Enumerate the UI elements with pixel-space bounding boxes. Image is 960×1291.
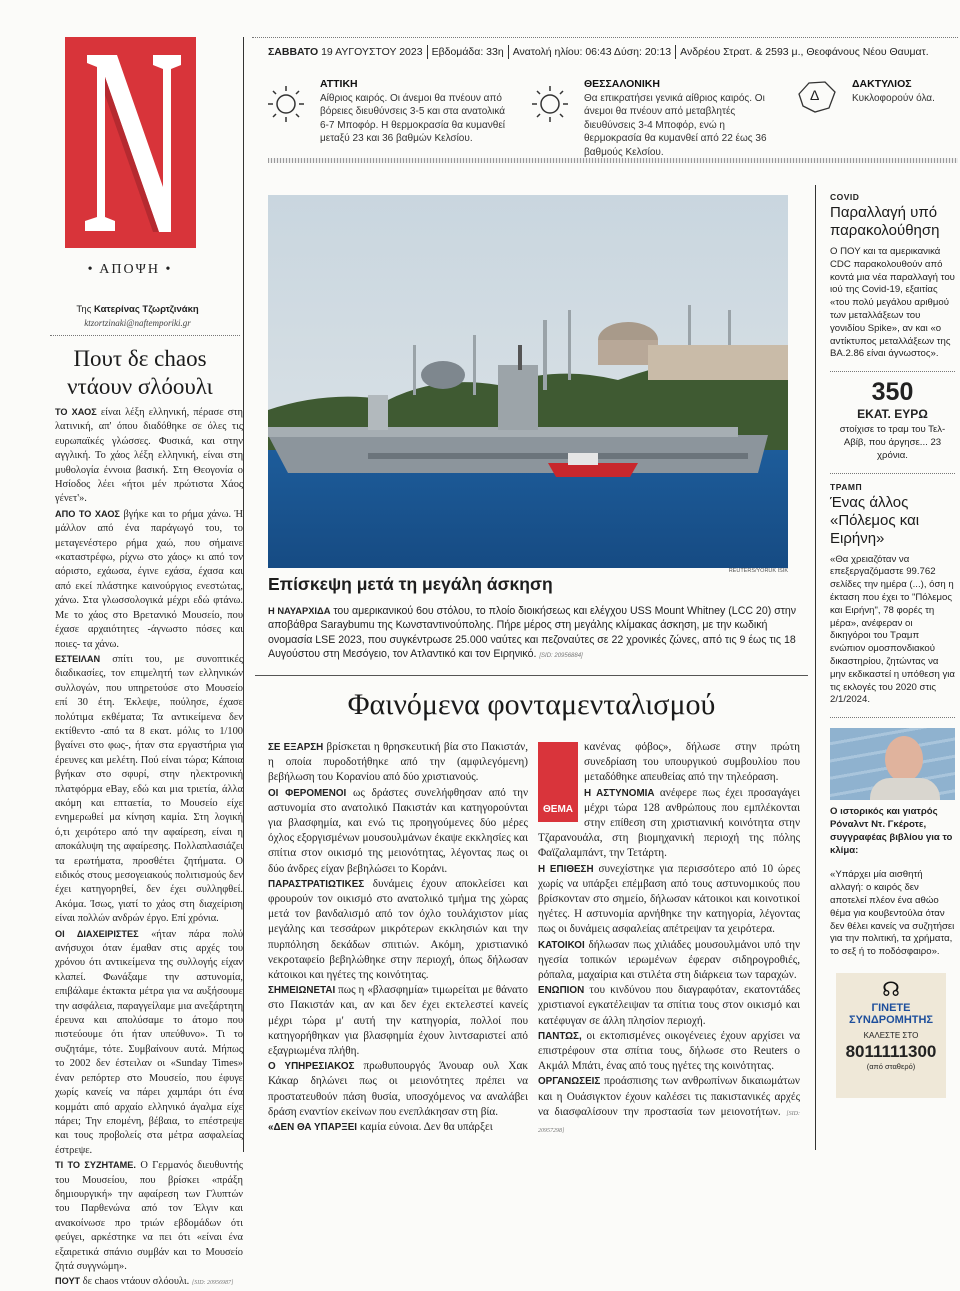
region-name: ΑΤΤΙΚΗ (320, 78, 358, 90)
paragraph (538, 862, 800, 938)
hermes-logo-icon: ☊ (882, 978, 900, 1001)
divider (255, 675, 808, 676)
theme-tag: ΘΕΜΑ (538, 742, 578, 822)
paragraph (538, 1029, 800, 1075)
lead-in: ΟΡΓΑΝΩΣΕΙΣ (538, 1076, 601, 1088)
paragraph-text: πως η «βλασφημία» τιμωρείται με θάνατο στο Πακιστάν και, αν και δεν έχει εκτελεστεί κανείς μέχρι τώρα μ' αυτή την κατηγορία, πολλοί που κατηγορήθηκαν για βλασφημία έχουν λιντσαριστεί από εξαγριωμένα πλήθη. (268, 984, 528, 1058)
paragraph-text: πρωθυπουργός Άνουαρ ουλ Χακ Κάκαρ δηλώνει πως οι μειονότητες πρέπει να προστατευθούν πάση θυσία, υποσχόμενος να αναλάβει δράση εναντίον εκείνων που ενεπλάκησαν στη βία. (268, 1060, 528, 1118)
photo-caption (268, 604, 798, 663)
newspaper-section-logo (65, 37, 196, 248)
subscribe-title: ΣΥΝΔΡΟΜΗΤΗΣ (848, 1013, 934, 1026)
byline-prefix: Της (76, 304, 92, 315)
forecast-text: Αίθριος καιρός. Οι άνεμοι θα πνέουν από βόρειες διευθύνσεις 3-5 και στα ανατολικά 6-7 Μποφόρ. Η θερμοκρασία θα κυμανθεί μεταξύ 23 και 36 βαθμών Κελσίου. (320, 92, 505, 144)
call-label: ΚΑΛΕΣΤΕ ΣΤΟ (863, 1030, 919, 1040)
paragraph-text: ανέφερε πως έχει προσαγάγει μέχρι τώρα 128 ανθρώπους που εμπλέκονται στην επίθεση στη χριστιανική κοινότητα στην Τζαρανουάλα, στη βιομηχανική περιοχή της πόλης Φαϊζαλαμπάντ, την Τετάρτη. (538, 786, 800, 860)
paragraph-text: καμία εύνοια. Δεν θα υπάρξει (357, 1121, 493, 1134)
section-tag: ΤΡΑΜΠ (830, 481, 863, 492)
date: 19 ΑΥΓΟΥΣΤΟΥ 2023 (321, 45, 423, 58)
paragraph-text: δε chaos ντάουν σλόουλι. (80, 1276, 192, 1288)
delta-zone-icon (795, 80, 837, 114)
paragraph-text: βγήκε και το ρήμα χάνω. Ή μάλλον από ένα παράγωγό του, το μεταγενέστερο ρήμα χαώ, που σήμαινε «καταστρέφω, ρίχνω στο χάος» κι από τον αόριστο, εχάωσα, έγινε εχάσα, έχασα και από εκεί πλάστηκε καινούργιος ενεστώτας, χάνω. Στα γλωσσολογικά μέχρι εδώ φτάνω. Με το χάος στο Βρετανικό Μουσείο, που έχασε αρχαιότητες -άγνωστο πόσες και ποιες- τα χάνω. (55, 508, 244, 650)
name-days: Ανδρέου Στρατ. & 2593 μ., Θεοφάνους Νέου Θαυματ. (680, 45, 929, 58)
paragraph (268, 983, 528, 1059)
sun-icon (530, 84, 570, 124)
paragraph (268, 877, 528, 983)
author-name: Κατερίνας Τζωρτζινάκη (93, 304, 199, 315)
paragraph (268, 740, 528, 786)
lead-in: Η ΕΠΙΘΕΣΗ (538, 863, 594, 875)
paragraph (55, 1158, 243, 1274)
lead-in: ΟΙ ΦΕΡΟΜΕΝΟΙ (268, 787, 347, 799)
brief-title: Παραλλαγή υπό παρακολούθηση (830, 204, 940, 239)
paragraph-text: προάσπισης των ανθρωπίνων δικαιωμάτων και η Ουάσιγκτον έχουν καλέσει τις πακιστανικές αρχές να διασφαλίσουν την προστασία των μειονοτήτων. (538, 1075, 800, 1118)
paragraph-text: του κινδύνου που διαγραφόταν, εκατοντάδες χριστιανοί εγκατέλειψαν τα σπίτια τους στον οικισμό και κατέφυγαν σε άλλη πλησίον περιοχή. (538, 984, 800, 1027)
divider (268, 158, 958, 163)
lead-in: «ΔΕΝ ΘΑ ΥΠΑΡΞΕΙ (268, 1122, 358, 1134)
weather-traffic-ring (852, 78, 958, 105)
article-headline: Φαινόμενα φονταμενταλισμού (347, 688, 716, 721)
paragraph-text: είναι λέξη ελληνική, πέρασε στη λατινική, απ' όπου διαδόθηκε σε όλες τις ευρωπαϊκές γλώσσες. Φυσικά, και στην αγγλική. Το χάος λέξη ελληνική, είναι στη μυθολογία έννοια βασική. Στη Θεογονία ο Ησίοδος λέει «ήτοι μέν πρώτιστα Χάος γένετ'». (55, 407, 243, 505)
n-logo-icon (65, 37, 196, 248)
forecast-text: Θα επικρατήσει γενικά αίθριος καιρός. Οι άνεμοι θα πνέουν από μεταβλητές διευθύνσεις 3-4 Μποφόρ, ενώ η θερμοκρασία θα κυμανθεί από 22 έως 36 βαθμούς Κελσίου. (584, 92, 767, 158)
date-bar (268, 45, 958, 59)
subscribe-banner[interactable] (836, 973, 946, 1098)
paragraph (538, 983, 800, 1029)
day: ΣΑΒΒΑΤΟ (268, 45, 319, 58)
region-name: ΔΑΚΤΥΛΙΟΣ (852, 78, 912, 90)
lead-in: ΠΑΝΤΩΣ, (538, 1030, 582, 1042)
column-title: Πουτ δε chaos ντάουν σλόουλι (67, 346, 213, 399)
lead-in: ΕΝΩΠΙΟΝ (538, 985, 585, 997)
photo-story-title: Επίσκεψη μετά τη μεγάλη άσκηση (268, 574, 553, 594)
paragraph (55, 507, 243, 652)
lead-in: ΤΙ ΤΟ ΣΥΖΗΤΑΜΕ. (55, 1160, 136, 1171)
paragraph-text: «ήταν πάρα πολύ ανήσυχοι όταν έμαθαν στις αρχές του χρόνου ότι αντικείμενα της συλλογής είχαν κλαπεί. Φωνάξαμε την αστυνομία, επιβάλαμε έκτακτα μέτρα για να αυξήσουμε την ασφάλεια, παραγγείλαμε μια ανεξάρτητη έρευνα και απολύσαμε το άτομο που πιστεύουμε ότι ήταν υπεύθυνο». Τι το συζητάμε, τότε. Συμβαίνουν αυτά. Μήπως το 2002 δεν έστειλαν οι «Sunday Times» έναν ρεπόρτερ στο Μουσείο, που έφυγε χωρίς κανείς να πάρει χαμπάρι ότι ένα κομμάτι από αρχαίο ελληνικό άγαλμα είχε πάρει; Την επομένη, βέβαια, το επέστρεψε και τους προβολείς στα μέτρα ασφαλείας έστρεψε. (55, 928, 243, 1156)
lead-in: ΣΕ ΕΞΑΡΣΗ (268, 742, 324, 753)
column-body (55, 405, 243, 1291)
week-number: Εβδομάδα: 33η (431, 45, 504, 58)
stat-unit: ΕΚΑΤ. ΕΥΡΩ (857, 407, 928, 422)
brief-text: «Θα χρειαζόταν να επεξεργαζόμαστε 99.762 σελίδες την ημέρα (...), όση η έκταση που έχει το "Πόλεμος και Ειρήνη", 78 φορές τη μέρα», ανέφεραν οι δικηγόροι του Τραμπ ενώπιον ομοσπονδιακού δικαστηρίου, ζητώντας να μην εκδικαστεί η υπόθεση για τις εκλογές του 2020 στις 2/1/2024. (830, 553, 955, 706)
lead-in: ΣΗΜΕΙΩΝΕΤΑΙ (268, 985, 336, 997)
brief-text: Ο ΠΟΥ και τα αμερικανικά CDC παρακολουθούν από κοντά μια νέα παραλλαγή του ιού της Covid-19, εξαιτίας «του πολύ μεγάλου αριθμού των μεταλλάξεων του γονιδίου Spike», αν και «ο αντίκτυπος μεταλλάξεων της BA.2.86 είναι άγνωστος». (830, 246, 955, 360)
zone-letter: Δ (810, 87, 820, 103)
section-label: • ΑΠΟΨΗ • (87, 262, 173, 277)
paragraph-text: συνεχίστηκε για περισσότερο από 10 ώρες χωρίς να υπάρξει επέμβαση από τους αστυνομικούς που βρίσκονταν στο σημείο, δήλωσαν κάτοικοι και κοινοτικοί ηγέτες. Η αστυνομία αρνήθηκε την κατηγορία, λέγοντας πως οι δυνάμεις ασφαλείας απέτρεψαν τα χειρότερα. (538, 862, 800, 936)
lead-in: Ο ΥΠΗΡΕΣΙΑΚΟΣ (268, 1061, 355, 1073)
quote-text: «Υπάρχει μία αισθητή αλλαγή: ο καιρός δεν αποτελεί πλέον ένα αθώο θέμα για κουβεντούλα όταν δεν θέλει κανείς να συζητήσει για την πολιτική, τα χρήματα, το σεξ ή το ποδόσφαιρο». (830, 869, 955, 958)
sun-times: Ανατολή ηλίου: 06:43 Δύση: 20:13 (512, 45, 672, 58)
lead-in: Η ΑΣΤΥΝΟΜΙΑ (584, 787, 655, 799)
paragraph (55, 652, 243, 927)
sidebar (830, 192, 955, 1098)
byline (30, 304, 245, 315)
caption-text: του αμερικανικού 6ου στόλου, το πλοίο διοικήσεως και ελέγχου USS Mount Whitney (LCC 20) στην αποβάθρα Saraybumu της Κωνσταντινούπολης. Πήρε μέρος στη μεγάλης κλίμακας άσκηση, με την κωδική ονομασία LSE 2023, που συγκέντρωσε 25.000 ναύτες και πεζοναύτες σε 22 χρονικές ζώνες, από τις 9 έως τις 18 Αυγούστου στη Μεσόγειο, τον Ατλαντικό και τον Ειρηνικό. (268, 605, 797, 660)
weather-attica (320, 78, 510, 146)
paragraph-text: δήλωσαν πως χιλιάδες μουσουλμάνοι υπό την ηγεσία τοπικών ιερωμένων έφεραν σιδηρογροθιές, ρόπαλα, μαχαίρια και στιλέτα στη διάρκεια των ταραχών. (538, 938, 800, 982)
lead-in: ΠΑΡΑΣΤΡΑΤΙΩΤΙΚΕΣ (268, 878, 365, 890)
ship-photo (268, 195, 788, 568)
author-email[interactable]: ktzortzinaki@naftemporiki.gr (84, 318, 191, 328)
stat-number: 350 (871, 378, 914, 407)
paragraph (268, 1059, 528, 1120)
paragraph (55, 405, 243, 507)
paragraph (55, 927, 243, 1159)
forecast-text: Κυκλοφορούν όλα. (852, 92, 935, 104)
paragraph-text: Ο Γερμανός διευθυντής του Μουσείου, που βρίσκει «πράξη δημιουργική» την αφαίρεση των Γλυπτών του Παρθενώνα από τον Έλγιν και ανακοίνωσε προ τριών εβδομάδων ότι φεύγει, αρκέστηκε να πει ότι «είναι ένα εξαιρετικά σπάνιο συμβάν και το Μουσείο ζητά συγγνώμη». (55, 1160, 243, 1272)
lead-in: ΕΣΤΕΙΛΑΝ (55, 653, 101, 664)
quote-attribution: Ο ιστορικός και γιατρός Ρόναλντ Ντ. Γκέροτε, συγγραφέας βιβλίου για το κλίμα: (830, 806, 953, 856)
paragraph-text: βρίσκεται η θρησκευτική βία στο Πακιστάν, η οποία πυροδοτήθηκε από την (αμφιλεγόμενη) βεβήλωση του Κορανίου από δύο χριστιανούς. (268, 741, 528, 784)
article-column-1 (268, 740, 528, 1135)
author-photo (830, 728, 955, 800)
paragraph (538, 938, 800, 984)
paragraph (268, 786, 528, 877)
story-id: [SID: 20956987] (191, 1280, 234, 1287)
sun-icon (266, 84, 306, 124)
region-name: ΘΕΣΣΑΛΟΝΙΚΗ (584, 78, 660, 90)
paragraph-text: ως δράστες συνελήφθησαν από την αστυνομία στο ανατολικό Πακιστάν και κατηγορούνται για βλασφημία, και ενώ τις προηγούμενες δύο μέρες όχλος εξοργισμένων μουσουλμάνων έκαψε εκκλησίες και σπίτια στον οικισμό της μειονότητας, λέγοντας πως οι δύο άνδρες είχαν βεβηλώσει το Κοράνι. (268, 786, 529, 875)
lead-in: ΚΑΤΟΙΚΟΙ (538, 939, 585, 951)
paragraph-text: σπίτι του, με συνοπτικές διαδικασίες, τον επιμελητή των ελληνικών συλλογών, που υπηρετούσε στο Μουσείο επί 30 έτη. Έκλεψε, πούλησε, έχασε πολύτιμα εκθέματα; Τα αντικείμενα δεν εκτίθεντο -από τα 8 εκατ. μόλις το 1/100 βγαίνει στο φως-, ήταν στα εργαστήρια για έρευνες και μελέτη. Πού είναι τώρα; Κάποια βγήκαν στο σφυρί, στην ηλεκτρονική πλατφόρμα eBay, εδώ και μια τριετία, άλλα ακόμη και επταετία, το Μουσείο είχε ενημερωθεί μα κίνηση καμία. Στη λογική ό,τι χειρότερο από την αφαίρεση, είναι η αποκάλυψη της αφαίρεσης. Πολλαπλασιάζει τα ερωτήματα, προσθέτει ζητήματα. Ο ειδικός στους μεσογειακούς πολιτισμούς δεν έχει κατηγορηθεί, δεν έχει συλληφθεί. Ακόμα. Ίσως, γιατί το χάος στη διαχείριση είναι πολλών ανδρών έργο. Επί χρόνια. (55, 653, 243, 925)
section-tag: COVID (830, 192, 860, 202)
lead-in: Η ΝΑΥΑΡΧΙΔΑ (268, 606, 331, 616)
brief-title: Ένας άλλος «Πόλεμος και Ειρήνη» (830, 493, 920, 547)
column-rule (815, 185, 816, 1150)
paragraph (268, 1120, 528, 1135)
lead-in: ΟΙ ΔΙΑΧΕΙΡΙΣΤΕΣ (55, 928, 139, 939)
divider (252, 37, 958, 38)
story-id: [SID: 20956884] (539, 652, 583, 659)
paragraph (538, 1074, 800, 1139)
story-id: [SID: 20957298] (538, 1110, 800, 1135)
lead-in: ΑΠΟ ΤΟ ΧΑΟΣ (55, 508, 120, 519)
theme-tag-spacer (538, 740, 584, 826)
divider (50, 335, 240, 336)
paragraph (55, 1274, 243, 1290)
column-rule (243, 37, 244, 1152)
weather-thessaloniki (584, 78, 784, 159)
lead-in: ΤΟ ΧΑΟΣ (55, 407, 97, 417)
photo-credit: REUTERS/YORUK ISIK (728, 568, 788, 574)
article-column-2 (538, 740, 800, 1139)
paragraph: κανένας φόβος», δήλωσε στην πρώτη συνεδρίαση του υπουργικού συμβουλίου που μεταδόθηκε απευθείας από την τηλεόραση. (584, 741, 800, 784)
subscribe-title: ΓΙΝΕΤΕ (871, 1001, 911, 1014)
stat-text: στοίχισε το τραμ του Τελ-Αβίβ, που άργησε... 23 χρόνια. (839, 424, 946, 461)
phone-number[interactable]: 8011111300 (845, 1041, 937, 1061)
paragraph-text: οι εκτοπισμένες οικογένειες έχουν αρχίσει να επιστρέφουν στα σπίτια τους, δήλωσε στο Reuters ο Ακμάλ Μπάτι, ένας από τους ηγέτες της κοινότητας. (538, 1029, 800, 1073)
phone-note: (από σταθερό) (866, 1061, 916, 1071)
paragraph-text: δυνάμεις έχουν αποκλείσει και φρουρούν τον οικισμό στο ανατολικό τμήμα της χώρας μετά τον βανδαλισμό από τον όχλο τουλάχιστον μίας μεγάλης και τεσσάρων μικρότερων εκκλησιών και την πυρπόληση δεκάδων σπιτιών. Ακόμη, χριστιανικό νεκροταφείο βεβηλώθηκε στην περιοχή, όπως δήλωσαν κάτοικοι και ηγέτες της κοινότητας. (268, 877, 528, 982)
lead-in: ΠΟΥΤ (55, 1276, 81, 1287)
